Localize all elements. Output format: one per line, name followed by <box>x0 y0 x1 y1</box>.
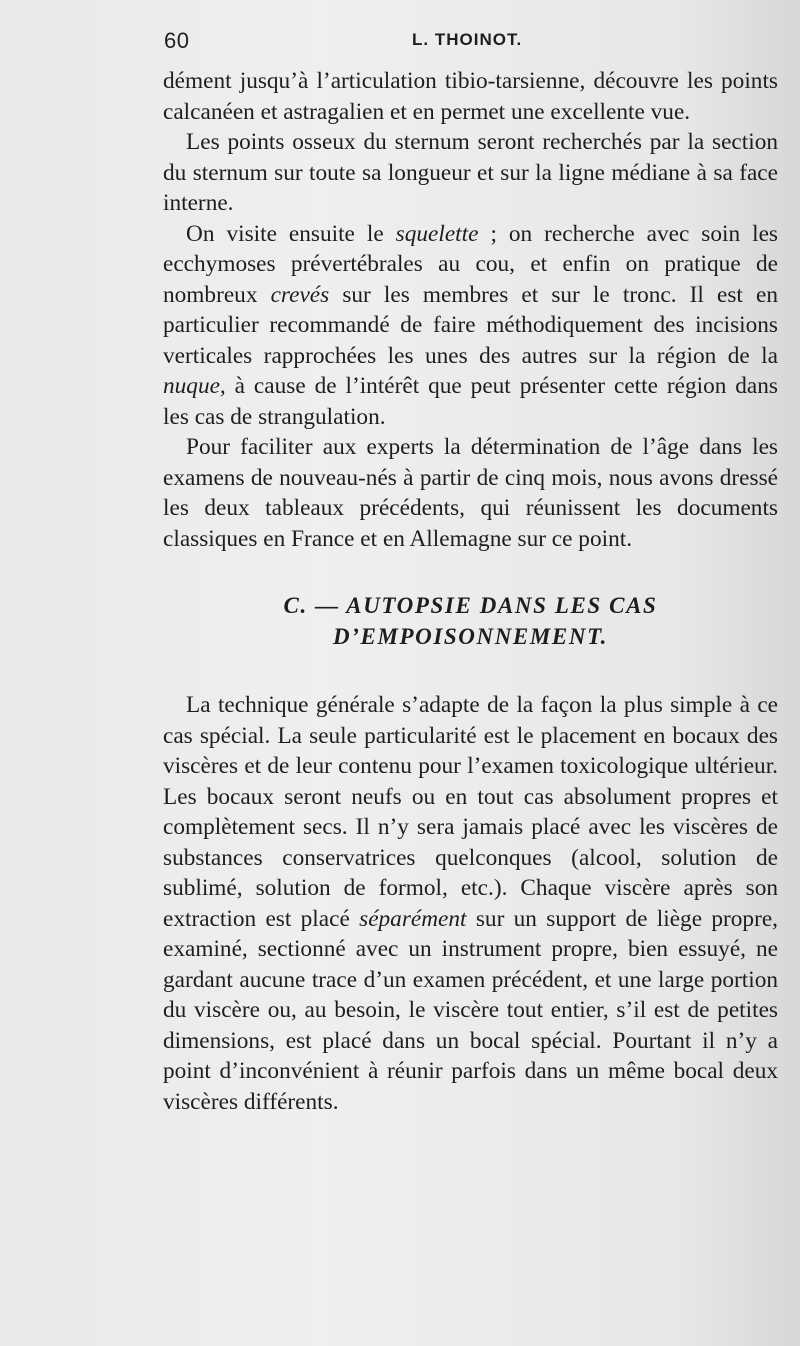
text-run: ; on recherche avec soin les ecchymoses prévertébrales au cou, et enfin on pratique de nombreux <box>163 220 778 308</box>
italic-creves: crevés <box>270 281 330 308</box>
body-text <box>163 66 778 1117</box>
italic-squelette: squelette <box>395 220 479 247</box>
text-run: à cause de l’intérêt que peut présenter cette région dans les cas de strangulation. <box>163 373 778 430</box>
paragraph-squelette <box>163 219 778 433</box>
italic-nuque: nuque, <box>163 373 226 399</box>
text-run: sur un support de liège propre, examiné, sectionné avec un instrument propre, bien essuyé, ne gardant aucune trace d’un examen précédent, et une large portion du viscère ou, au besoin, le viscère tout entier, s’il est de petites dimensions, est placé dans un bocal spécial. Pourtant il n’y a point d’inconvénient à réunir parfois dans un même bocal deux viscères différents. <box>163 905 778 1115</box>
section-heading-line-2: D’EMPOISONNEMENT. <box>333 624 608 649</box>
page-number: 60 <box>164 28 190 53</box>
section-heading <box>163 590 778 652</box>
text-run: sur les membres et sur le tronc. Il est en particulier recommandé de faire méthodiquement des incisions verticales rapprochées les unes des autres sur la région de la <box>163 281 778 369</box>
running-title: L. THOINOT. <box>412 30 523 49</box>
paragraph-continuation: dément jusqu’à l’articulation tibio-tarsienne, découvre les points calcanéen et astragalien et en permet une excellente vue. <box>163 68 778 125</box>
italic-separement: séparément <box>359 905 467 932</box>
paragraph-technique <box>163 690 778 1117</box>
running-head <box>164 28 776 58</box>
text-run: La technique générale s’adapte de la façon la plus simple à ce cas spécial. La seule particularité est le placement en bocaux des viscères et de leur contenu pour l’examen toxicologique ultérieur. Les bocaux seront neufs ou en tout cas absolument propres et complètement secs. Il n’y sera jamais placé avec les viscères de substances conservatrices quelconques (alcool, solution de sublimé, solution de formol, etc.). Chaque viscère après son extraction est placé <box>163 692 778 932</box>
paragraph-sternum: Les points osseux du sternum seront recherchés par la section du sternum sur toute sa longueur et sur la ligne médiane à sa face interne. <box>163 129 778 216</box>
section-heading-line-1: C. — AUTOPSIE DANS LES CAS <box>283 593 658 618</box>
text-run: On visite ensuite le <box>186 220 396 247</box>
paragraph-tableaux: Pour faciliter aux experts la détermination de l’âge dans les examens de nouveau-nés à partir de cinq mois, nous avons dressé les deux tableaux précédents, qui réunissent les documents classiques en France et en Allemagne sur ce point. <box>163 434 778 552</box>
